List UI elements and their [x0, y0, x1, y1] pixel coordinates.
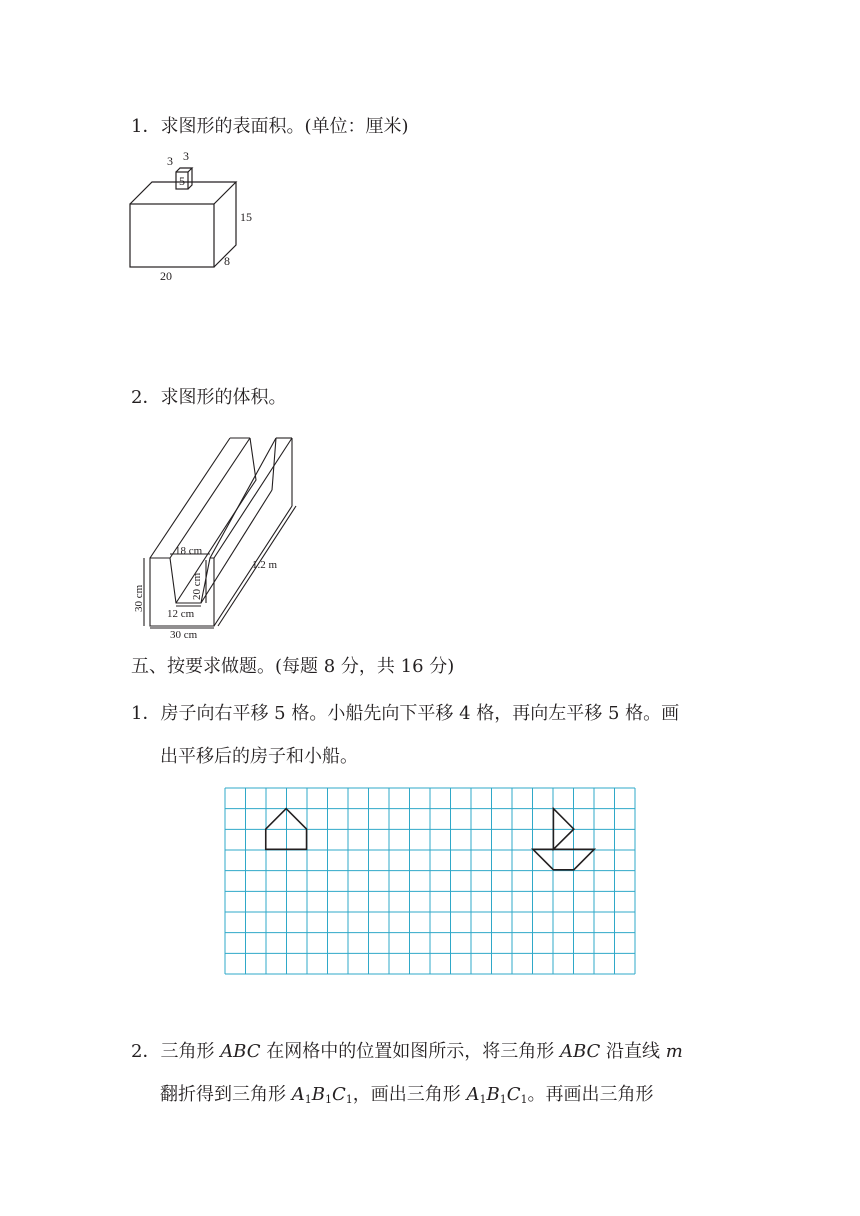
label-length: 1.2 m [252, 559, 278, 571]
problem-text: 翻折得到三角形 [160, 1084, 292, 1105]
label-cube-height: 5 [179, 174, 185, 188]
boat-hull [533, 849, 594, 870]
vertex-b: B [486, 1084, 500, 1105]
label-bottom-width: 12 cm [167, 608, 195, 620]
label-top-width: 18 cm [175, 545, 203, 557]
problem-text: 三角形 [160, 1041, 221, 1062]
line-name: m [665, 1041, 683, 1062]
problem-text: 出平移后的房子和小船。 [160, 746, 358, 767]
problem-text: 沿直线 [600, 1041, 666, 1062]
subscript: 1 [499, 1093, 507, 1106]
cuboid-front-face [130, 204, 214, 267]
small-cube-top [176, 168, 192, 172]
problem-text: 。再画出三角形 [527, 1084, 654, 1105]
triangle-name: ABC [559, 1041, 601, 1062]
grid-lines [225, 788, 635, 974]
problem-text: ，画出三角形 [352, 1084, 467, 1105]
label-height: 15 [240, 210, 252, 224]
problem-1-line-1 [131, 705, 679, 723]
problem-text: 在网格中的位置如图所示，将三角形 [260, 1041, 560, 1062]
problem-1-line-2 [160, 748, 358, 766]
problem-number: 1． [131, 703, 161, 724]
question-number: 2． [131, 387, 161, 408]
vertex-a: A [466, 1084, 480, 1105]
label-groove-depth: 20 cm [191, 572, 203, 600]
subscript: 1 [345, 1093, 353, 1106]
question-1 [131, 118, 409, 136]
label-total-width: 30 cm [170, 629, 198, 641]
question-text: 求图形的表面积。(单位：厘米) [160, 116, 409, 137]
label-length: 20 [160, 269, 172, 283]
label-cube-depth: 3 [167, 154, 173, 168]
subscript: 1 [304, 1093, 312, 1106]
vertex-a: A [291, 1084, 305, 1105]
problem-number: 2． [131, 1041, 161, 1062]
triangle-name: ABC [220, 1041, 261, 1062]
vertex-c: C [506, 1084, 521, 1105]
problem-text: 房子向右平移 5 格。小船先向下平移 4 格，再向左平移 5 格。画 [160, 703, 680, 724]
cuboid-figure [120, 145, 280, 290]
vertex-b: B [311, 1084, 325, 1105]
section-heading [131, 658, 454, 676]
question-text: 求图形的体积。 [160, 387, 287, 408]
channel-prism-figure [130, 430, 310, 645]
label-width: 8 [224, 254, 230, 268]
subscript: 1 [520, 1093, 528, 1106]
vertex-c: C [331, 1084, 346, 1105]
problem-2-line-2 [160, 1086, 654, 1105]
label-height: 30 cm [133, 584, 145, 612]
subscript: 1 [479, 1093, 487, 1106]
subscript: 1 [324, 1093, 332, 1106]
question-number: 1． [131, 116, 161, 137]
label-cube-width: 3 [183, 149, 189, 163]
translation-grid [225, 788, 635, 974]
problem-2-line-1 [131, 1043, 683, 1061]
question-2 [131, 389, 286, 407]
section-heading-text: 五、按要求做题。(每题 8 分，共 16 分) [131, 656, 455, 677]
